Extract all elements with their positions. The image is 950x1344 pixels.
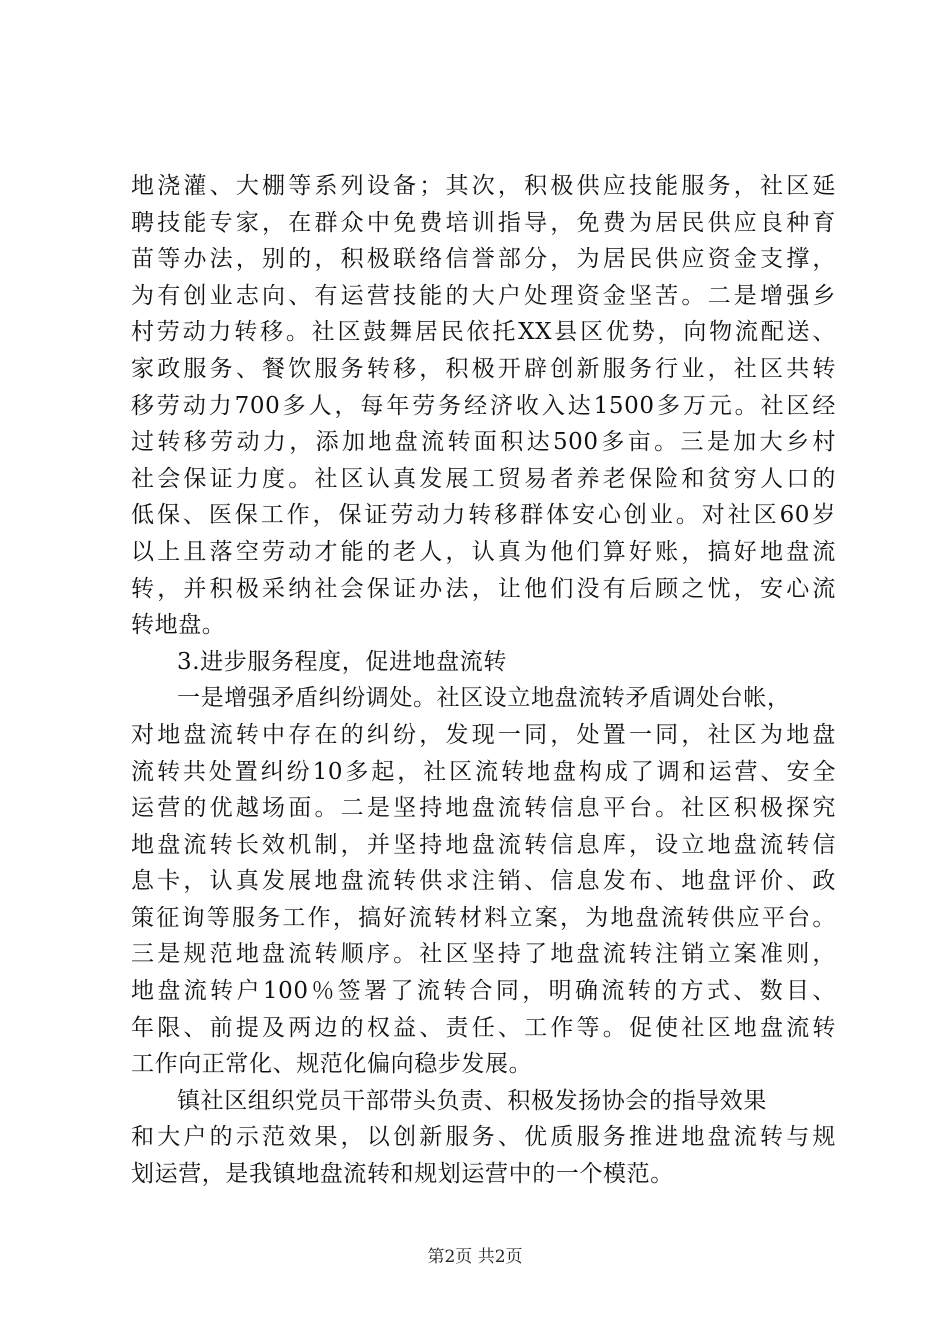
text-line: 为有创业志向、有运营技能的大户处理资金坚苦。二是增强乡 [131,282,836,309]
text-line: 地浇灌、大棚等系列设备；其次，积极供应技能服务，社区延 [131,173,836,199]
text-line: 息卡，认真发展地盘流转供求注销、信息发布、地盘评价、政 [131,868,836,895]
text-line: 镇社区组织党员干部带头负责、积极发扬协会的指导效果 [177,1087,767,1114]
text-line: 地盘流转长效机制，并坚持地盘流转信息库，设立地盘流转信 [131,831,836,858]
text-line: 地盘流转户100％签署了流转合同，明确流转的方式、数目、 [131,978,836,1005]
text-line: 转地盘。 [131,612,226,639]
document-body [131,168,836,1193]
text-line: 转，并积极采纳社会保证办法，让他们没有后顾之忧，安心流 [131,575,836,602]
text-line: 低保、医保工作，保证劳动力转移群体安心创业。对社区60岁 [131,502,836,529]
text-line: 划运营，是我镇地盘流转和规划运营中的一个模范。 [131,1161,674,1188]
text-line: 家政服务、餐饮服务转移，积极开辟创新服务行业，社区共转 [131,355,836,382]
text-line: 移劳动力700多人，每年劳务经济收入达1500多万元。社区经 [131,392,836,419]
text-line: 策征询等服务工作，搞好流转材料立案，为地盘流转供应平台。 [131,904,836,931]
text-line: 聘技能专家，在群众中免费培训指导，免费为居民供应良种育 [131,209,836,236]
text-line: 苗等办法，别的，积极联络信誉部分，为居民供应资金支撑， [131,246,836,273]
text-line: 三是规范地盘流转顺序。社区坚持了地盘流转注销立案准则， [131,941,836,968]
text-line: 村劳动力转移。社区鼓舞居民依托XX县区优势，向物流配送、 [131,319,836,346]
text-line: 对地盘流转中存在的纠纷，发现一同，处置一同，社区为地盘 [131,721,836,748]
text-line: 社会保证力度。社区认真发展工贸易者养老保险和贫穷人口的 [131,465,836,492]
section-heading: 3.进步服务程度，促进地盘流转 [177,648,507,675]
text-line: 流转共处置纠纷10多起，社区流转地盘构成了调和运营、安全 [131,758,836,785]
text-line: 以上且落空劳动才能的老人，认真为他们算好账，搞好地盘流 [131,538,836,565]
text-line: 过转移劳动力，添加地盘流转面积达500多亩。三是加大乡村 [131,429,836,456]
text-line: 年限、前提及两边的权益、责任、工作等。促使社区地盘流转 [131,1014,836,1041]
text-line: 一是增强矛盾纠纷调处。社区设立地盘流转矛盾调处台帐， [177,685,791,712]
page-number-footer: 第2页 共2页 [427,1247,523,1267]
text-line: 工作向正常化、规范化偏向稳步发展。 [131,1051,533,1078]
text-line: 和大户的示范效果，以创新服务、优质服务推进地盘流转与规 [131,1124,836,1151]
text-line: 运营的优越场面。二是坚持地盘流转信息平台。社区积极探究 [131,795,836,822]
